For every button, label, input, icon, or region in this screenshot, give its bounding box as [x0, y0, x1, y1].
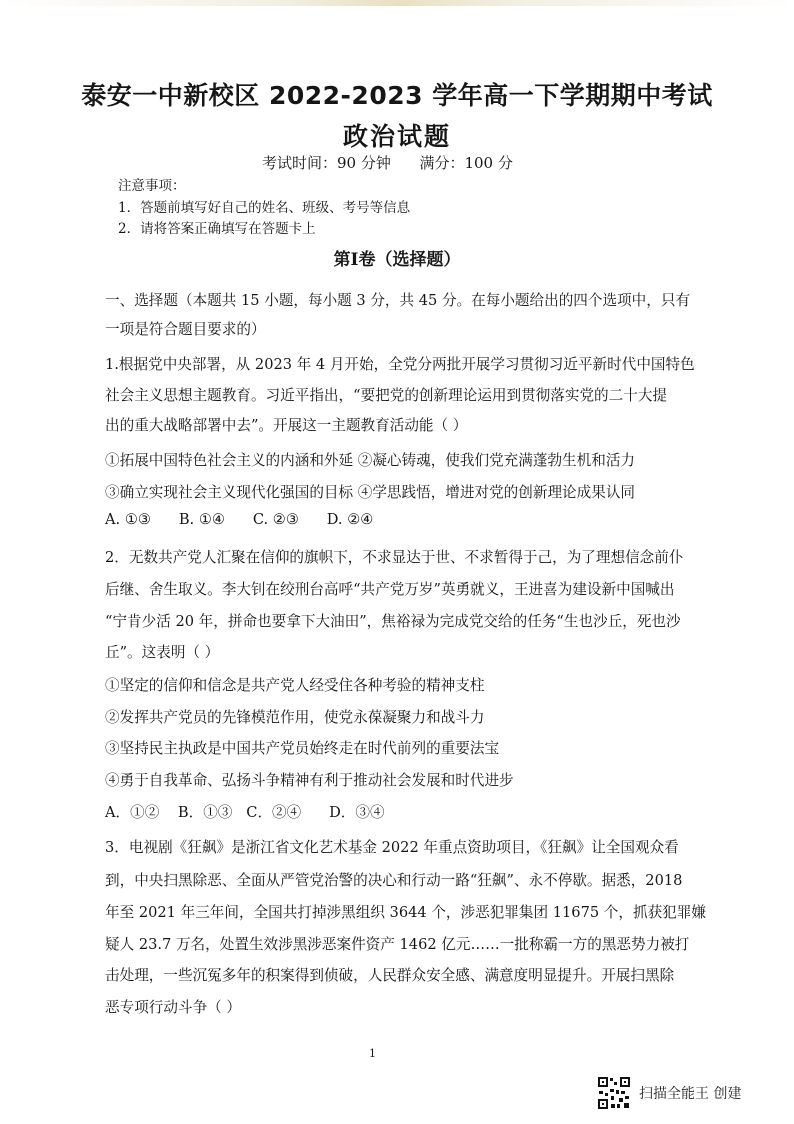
q1-options: A. ①③ B. ①④ C. ②③ D. ②④: [105, 511, 374, 528]
q2-statement: ①坚定的信仰和信念是共产党人经受住各种考验的精神支柱: [105, 677, 485, 694]
q3-stem-line: 3．电视剧《狂飙》是浙江省文化艺术基金 2022 年重点资助项目，《狂飙》让全国观众看: [105, 839, 679, 856]
exam-title: 泰安一中新校区 2022-2023 学年高一下学期期中考试: [81, 81, 713, 110]
q3-stem-line: 到，中央扫黑除恶、全面从严管党治警的决心和行动一路“狂飙”、永不停歇。据悉，2018: [105, 872, 683, 889]
q1-stem-line: 社会主义思想主题教育。习近平指出，“要把党的创新理论运用到贯彻落实党的二十大提: [105, 387, 668, 404]
q2-stem-line: 丘”。这表明（ ）: [105, 644, 220, 661]
q2-stem-line: 2．无数共产党人汇聚在信仰的旗帜下，不求显达于世、不求暂得于己，为了理想信念前仆: [105, 549, 684, 566]
exam-subtitle: 政治试题: [342, 122, 451, 151]
q3-stem-line: 疑人 23.7 万名，处置生效涉黑涉恶案件资产 1462 亿元……一批称霸一方的黑恶势力被打: [105, 936, 690, 953]
q2-statement: ②发挥共产党员的先锋模范作用，使党永葆凝聚力和战斗力: [105, 709, 485, 726]
note-item: 1．答题前填写好自己的姓名、班级、考号等信息: [118, 200, 411, 216]
q2-statement: ④勇于自我革命、弘扬斗争精神有利于推动社会发展和时代进步: [105, 772, 514, 789]
q2-stem-line: “宁肯少活 20 年，拼命也要拿下大油田”，焦裕禄为完成党交给的任务“生也沙丘，死也沙: [105, 613, 681, 630]
page-number: 1: [369, 1047, 376, 1060]
qr-code-icon: [597, 1076, 631, 1110]
q2-stem-line: 后继、舍生取义。李大钊在绞刑台高呼“共产党万岁”英勇就义，王进喜为建设新中国喊出: [105, 581, 675, 598]
exam-info: 考试时间：90 分钟 满分：100 分: [262, 154, 513, 172]
scanner-brand: 扫描全能王 创建: [639, 1086, 742, 1102]
note-item: 2．请将答案正确填写在答题卡上: [118, 221, 316, 237]
notes-title: 注意事项：: [118, 178, 186, 194]
q3-stem-line: 击处理，一些沉冤多年的积案得到侦破，人民群众安全感、满意度明显提升。开展扫黑除: [105, 967, 675, 984]
section-title: 第Ⅰ卷（选择题）: [333, 250, 461, 270]
q1-stem-line: 1.根据党中央部署，从 2023 年 4 月开始，全党分两批开展学习贯彻习近平新时代中国特色: [105, 356, 695, 373]
section-intro-line: 一、选择题（本题共 15 小题，每小题 3 分，共 45 分。在每小题给出的四个选项中，只有: [105, 292, 691, 309]
q2-statement: ③坚持民主执政是中国共产党员始终走在时代前列的重要法宝: [105, 740, 500, 757]
q1-statement: ③确立实现社会主义现代化强国的目标 ④学思践悟，增进对党的创新理论成果认同: [105, 484, 636, 501]
section-intro-line: 一项是符合题目要求的）: [105, 321, 266, 338]
q2-options: A．①② B．①③ C．②④ D．③④: [105, 804, 385, 821]
q1-statement: ①拓展中国特色社会主义的内涵和外延 ②凝心铸魂，使我们党充满蓬勃生机和活力: [105, 452, 636, 469]
q1-stem-line: 出的重大战略部署中去”。开展这一主题教育活动能（ ）: [105, 417, 468, 434]
q3-stem-line: 年至 2021 年三年间，全国共打掉涉黑组织 3644 个，涉恶犯罪集团 11675 个，抓获犯罪嫌: [105, 904, 706, 921]
q3-stem-line: 恶专项行动斗争（ ）: [105, 999, 241, 1016]
